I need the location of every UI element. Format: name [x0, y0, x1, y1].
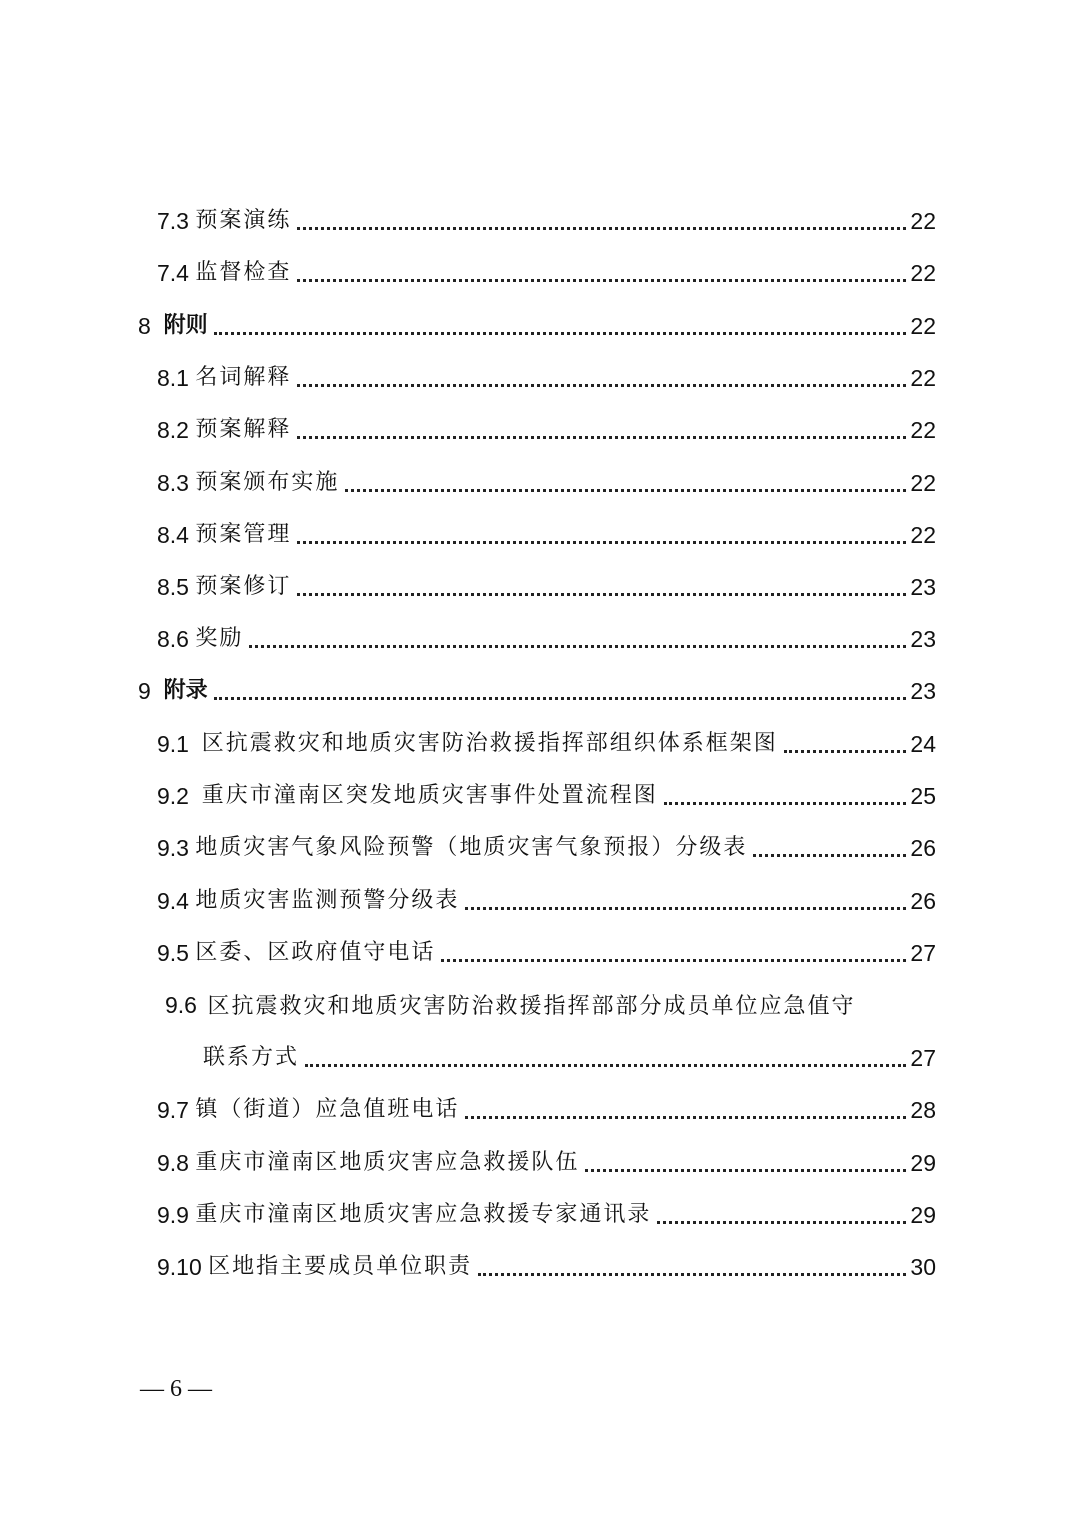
toc-entry-page: 23: [910, 678, 936, 704]
toc-entry-9-7[interactable]: 9.7 镇（街道）应急值班电话 28: [157, 1097, 936, 1123]
toc-entry-title: 名词解释: [195, 365, 292, 390]
leader-dots: [297, 384, 906, 387]
toc-entry-title: 预案解释: [195, 417, 292, 442]
toc-entry-title: 预案修订: [195, 574, 292, 599]
toc-entry-page: 28: [910, 1097, 936, 1123]
toc-entry-title: 监督检查: [195, 260, 292, 285]
leader-dots: [784, 750, 907, 753]
toc-entry-page: 25: [910, 783, 936, 809]
toc-entry-page: 22: [910, 470, 936, 496]
leader-dots: [249, 645, 906, 648]
toc-entry-title: 区委、区政府值守电话: [195, 940, 436, 965]
toc-entry-title: 镇（街道）应急值班电话: [195, 1097, 460, 1122]
leader-dots: [465, 1116, 906, 1119]
toc-entry-title: 区地指主要成员单位职责: [208, 1254, 473, 1279]
toc-entry-page: 26: [910, 888, 936, 914]
toc-entry-9-5[interactable]: 9.5 区委、区政府值守电话 27: [157, 940, 936, 966]
toc-entry-page: 22: [910, 365, 936, 391]
toc-entry-page: 27: [910, 940, 936, 966]
toc-entry-9-10[interactable]: 9.10 区地指主要成员单位职责 30: [157, 1254, 936, 1280]
leader-dots: [465, 907, 906, 910]
leader-dots: [214, 697, 907, 700]
toc-entry-title: 区抗震救灾和地质灾害防治救援指挥部部分成员单位应急值守: [207, 994, 856, 1019]
leader-dots: [297, 227, 906, 230]
toc-entry-title: 附则: [163, 313, 208, 338]
toc-entry-9-6-line2[interactable]: [203, 1033, 936, 1073]
toc-entry-title: 区抗震救灾和地质灾害防治救援指挥部组织体系框架图: [201, 731, 778, 756]
leader-dots: [753, 854, 906, 857]
toc-entry-title: 附录: [163, 678, 208, 703]
toc-entry-9-6-line1[interactable]: 9.6 区抗震救灾和地质灾害防治救援指挥部部分成员单位应急值守: [165, 992, 856, 1019]
toc-entry-9-4[interactable]: 9.4 地质灾害监测预警分级表 26: [157, 888, 936, 914]
toc-entry-9-8[interactable]: 9.8 重庆市潼南区地质灾害应急救援队伍 29: [157, 1150, 936, 1176]
toc-entry-title: 重庆市潼南区突发地质灾害事件处置流程图: [201, 783, 658, 808]
toc-entry-page: 29: [910, 1202, 936, 1228]
toc-entry-page: 22: [910, 417, 936, 443]
toc-entry-title: 奖励: [195, 626, 244, 651]
toc-entry-8-2[interactable]: 8.2 预案解释 22: [157, 417, 936, 443]
toc-entry-page: 26: [910, 835, 936, 861]
toc-entry-title: 地质灾害监测预警分级表: [195, 888, 460, 913]
toc-entry-page: 23: [910, 574, 936, 600]
toc-entry-9-9[interactable]: 9.9 重庆市潼南区地质灾害应急救援专家通讯录 29: [157, 1202, 936, 1228]
toc-entry-7-3[interactable]: 7.3 预案演练 22: [157, 208, 936, 234]
toc-entry-7-4[interactable]: 7.4 监督检查 22: [157, 260, 936, 286]
toc-entry-title: 重庆市潼南区地质灾害应急救援专家通讯录: [195, 1202, 652, 1227]
leader-dots: [297, 436, 906, 439]
leader-dots: [297, 541, 906, 544]
toc-entry-page: 23: [910, 626, 936, 652]
page-number: — 6 —: [140, 1376, 212, 1402]
toc-entry-8-5[interactable]: 8.5 预案修订 23: [157, 574, 936, 600]
toc-entry-title: 预案演练: [195, 208, 292, 233]
toc-entry-page: 22: [910, 260, 936, 286]
toc-entry-title: 重庆市潼南区地质灾害应急救援队伍: [195, 1150, 580, 1175]
toc-entry-page: 30: [910, 1254, 936, 1280]
leader-dots: [297, 279, 906, 282]
leader-dots: [478, 1273, 906, 1276]
toc-entry-9-1[interactable]: 9.1 区抗震救灾和地质灾害防治救援指挥部组织体系框架图 24: [157, 731, 936, 757]
toc-entry-page: 27: [910, 1045, 936, 1071]
leader-dots: [657, 1221, 906, 1224]
leader-dots: [441, 959, 906, 962]
leader-dots: [297, 593, 906, 596]
toc-entry-8-4[interactable]: 8.4 预案管理 22: [157, 522, 936, 548]
toc-entry-page: 22: [910, 208, 936, 234]
leader-dots: [305, 1064, 906, 1067]
toc-entry-page: 24: [910, 731, 936, 757]
toc-entry-8-1[interactable]: 8.1 名词解释 22: [157, 365, 936, 391]
toc-entry-9-3[interactable]: 9.3 地质灾害气象风险预警（地质灾害气象预报）分级表 26: [157, 835, 936, 861]
toc-entry-title: 地质灾害气象风险预警（地质灾害气象预报）分级表: [195, 835, 748, 860]
toc-entry-page: 22: [910, 522, 936, 548]
toc-entry-9[interactable]: 9 附录 23: [138, 678, 936, 704]
toc-entry-8-3[interactable]: 8.3 预案颁布实施 22: [157, 470, 936, 496]
leader-dots: [345, 489, 906, 492]
toc-entry-8[interactable]: 8 附则 22: [138, 313, 936, 339]
toc-entry-8-6[interactable]: 8.6 奖励 23: [157, 626, 936, 652]
toc-entry-page: 22: [910, 313, 936, 339]
toc-entry-title: 预案颁布实施: [195, 470, 340, 495]
leader-dots: [585, 1169, 906, 1172]
toc-entry-title-cont: 联系方式: [203, 1045, 300, 1070]
leader-dots: [664, 802, 907, 805]
leader-dots: [214, 332, 907, 335]
toc-entry-page: 29: [910, 1150, 936, 1176]
toc-entry-title: 预案管理: [195, 522, 292, 547]
toc-entry-9-2[interactable]: 9.2 重庆市潼南区突发地质灾害事件处置流程图 25: [157, 783, 936, 809]
